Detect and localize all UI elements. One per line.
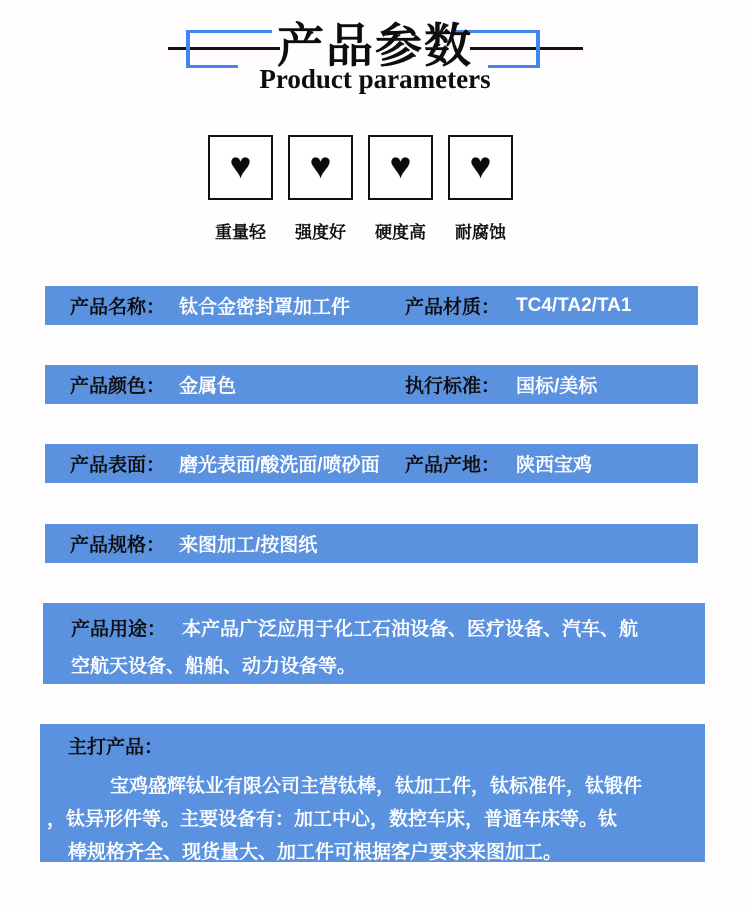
feature-label: 重量轻 — [215, 223, 266, 242]
heart-icon: ♥ — [469, 145, 492, 186]
feature-badges — [208, 135, 513, 243]
heart-icon: ♥ — [229, 145, 252, 186]
usage-line — [71, 611, 685, 648]
spec-label: 产品名称： — [70, 297, 166, 318]
main-products-label: 主打产品： — [68, 737, 164, 758]
feature-box — [208, 135, 273, 200]
spec-value: 来图加工/按图纸 — [179, 535, 318, 556]
feature-box — [288, 135, 353, 200]
feature-label: 强度好 — [295, 223, 346, 242]
spec-value: 陕西宝鸡 — [516, 455, 593, 476]
main-products-text-line2: ，钛异形件等。主要设备有：加工中心，数控车床，普通车床等。钛 — [47, 809, 618, 830]
feature-label: 硬度高 — [375, 223, 426, 242]
spec-pair — [405, 292, 631, 319]
spec-label: 执行标准： — [405, 376, 501, 397]
spec-row-color-standard — [45, 365, 698, 404]
heart-icon: ♥ — [389, 145, 412, 186]
heart-icon: ♥ — [309, 145, 332, 186]
spec-row-specification — [45, 524, 698, 563]
spec-pair — [405, 450, 592, 477]
main-products-text-line1: 宝鸡盛辉钛业有限公司主营钛棒，钛加工件，钛标准件，钛锻件 — [110, 776, 643, 797]
feature-box — [368, 135, 433, 200]
spec-label: 产品颜色： — [70, 376, 166, 397]
page-subtitle: Product parameters — [259, 64, 491, 94]
usage-label: 产品用途： — [71, 619, 167, 640]
header — [0, 0, 750, 110]
feature-hardness — [368, 135, 433, 243]
spec-value: 磨光表面/酸洗面/喷砂面 — [179, 455, 380, 476]
spec-value: TC4/TA2/TA1 — [516, 294, 632, 316]
spec-value: 金属色 — [179, 376, 237, 397]
main-products-text-line3: 棒规格齐全、现货量大、加工件可根据客户要求来图加工。 — [68, 842, 563, 863]
feature-strength — [288, 135, 353, 243]
spec-label: 产品表面： — [70, 455, 166, 476]
usage-text-line1: 本产品广泛应用于化工石油设备、医疗设备、汽车、航 — [182, 619, 639, 640]
spec-pair — [405, 371, 597, 398]
feature-label: 耐腐蚀 — [455, 223, 506, 242]
main-products-block — [40, 724, 705, 862]
spec-row-name-material — [45, 286, 698, 325]
spec-value: 钛合金密封罩加工件 — [179, 297, 351, 318]
feature-corrosion-resistance — [448, 135, 513, 243]
feature-lightweight — [208, 135, 273, 243]
usage-block — [43, 603, 705, 684]
spec-label: 产品材质： — [405, 297, 501, 318]
feature-box — [448, 135, 513, 200]
spec-label: 产品规格： — [70, 535, 166, 556]
spec-row-surface-origin — [45, 444, 698, 483]
spec-label: 产品产地： — [405, 455, 501, 476]
spec-value: 国标/美标 — [516, 376, 598, 397]
usage-text-line2: 空航天设备、船舶、动力设备等。 — [71, 656, 357, 677]
page-title: 产品参数 — [277, 19, 473, 72]
